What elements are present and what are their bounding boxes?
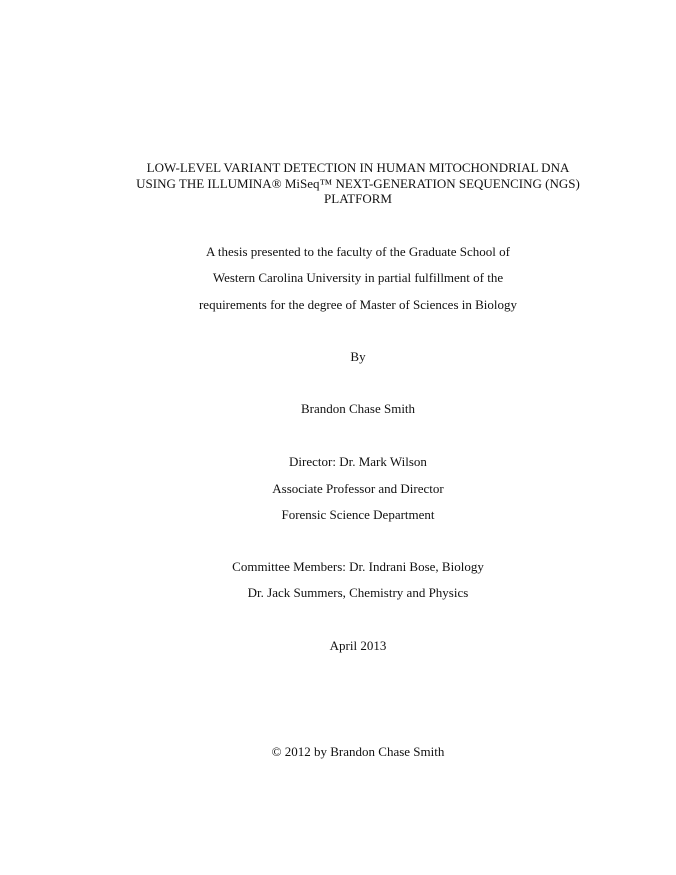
director-department: Forensic Science Department [281,507,435,522]
thesis-statement-line-2: Western Carolina University in partial fulfillment of the [212,270,504,285]
thesis-statement-line-1: A thesis presented to the faculty of the Graduate School of [206,244,510,259]
thesis-statement-line-3: requirements for the degree of Master of Sciences in Biology [198,297,518,312]
thesis-title-line-2: USING THE ILLUMINA® MiSeq™ NEXT-GENERATION SEQUENCING (NGS) [136,176,580,191]
committee-members-line-2: Dr. Jack Summers, Chemistry and Physics [247,585,469,600]
committee-members-line-1: Committee Members: Dr. Indrani Bose, Biology [232,559,484,574]
director-title: Associate Professor and Director [272,481,444,496]
by-label: By [350,349,366,364]
director-line: Director: Dr. Mark Wilson [289,454,427,469]
copyright-notice: © 2012 by Brandon Chase Smith [271,744,445,759]
thesis-title-line-1: LOW-LEVEL VARIANT DETECTION IN HUMAN MITOCHONDRIAL DNA [146,160,570,175]
thesis-title-line-3: PLATFORM [324,191,392,206]
author-name: Brandon Chase Smith [300,401,416,416]
submission-date: April 2013 [329,638,387,653]
